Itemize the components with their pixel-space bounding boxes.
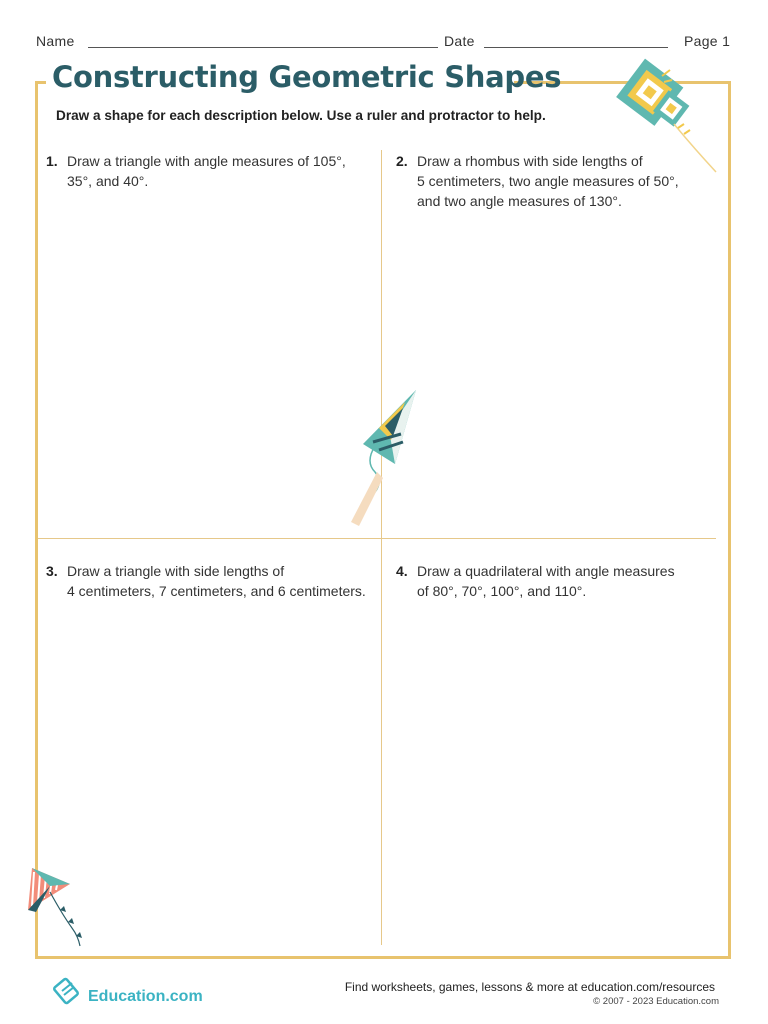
question-text-line: Draw a triangle with side lengths of <box>67 563 285 579</box>
date-label: Date <box>444 33 475 49</box>
question-text-line: 4 centimeters, 7 centimeters, and 6 centimeters. <box>67 583 366 599</box>
question-number: 1. <box>46 153 58 169</box>
question-number: 3. <box>46 563 58 579</box>
question-text-line: Draw a triangle with angle measures of 105°, <box>67 153 346 169</box>
answer-area-1[interactable] <box>40 200 375 530</box>
copyright: © 2007 - 2023 Education.com <box>593 996 719 1007</box>
answer-area-4[interactable] <box>388 610 713 940</box>
horizontal-divider <box>38 538 716 539</box>
question-text-line: 35°, and 40°. <box>67 173 149 189</box>
question-number: 4. <box>396 563 408 579</box>
page-number: Page 1 <box>684 33 731 49</box>
brand-logo-text[interactable]: Education.com <box>88 988 203 1005</box>
kite-icon <box>22 864 88 950</box>
question-text-line: and two angle measures of 130°. <box>417 193 622 209</box>
answer-area-3[interactable] <box>40 610 375 940</box>
kite-icon <box>345 386 421 530</box>
name-label: Name <box>36 33 75 49</box>
kite-icon <box>612 54 722 178</box>
instructions: Draw a shape for each description below. Use a ruler and protractor to help. <box>56 108 546 123</box>
page-title: Constructing Geometric Shapes <box>52 60 562 94</box>
name-field[interactable] <box>88 47 438 48</box>
education-logo-icon <box>52 975 84 1007</box>
question-number: 2. <box>396 153 408 169</box>
footer-tagline: Find worksheets, games, lessons & more at education.com/resources <box>344 980 715 994</box>
date-field[interactable] <box>484 47 668 48</box>
vertical-divider <box>381 150 382 945</box>
answer-area-2[interactable] <box>388 220 713 530</box>
question-text-line: of 80°, 70°, 100°, and 110°. <box>417 583 587 599</box>
question-text-line: Draw a rhombus with side lengths of <box>417 153 643 169</box>
question-text-line: Draw a quadrilateral with angle measures <box>417 563 675 579</box>
question-text-line: 5 centimeters, two angle measures of 50°, <box>417 173 679 189</box>
